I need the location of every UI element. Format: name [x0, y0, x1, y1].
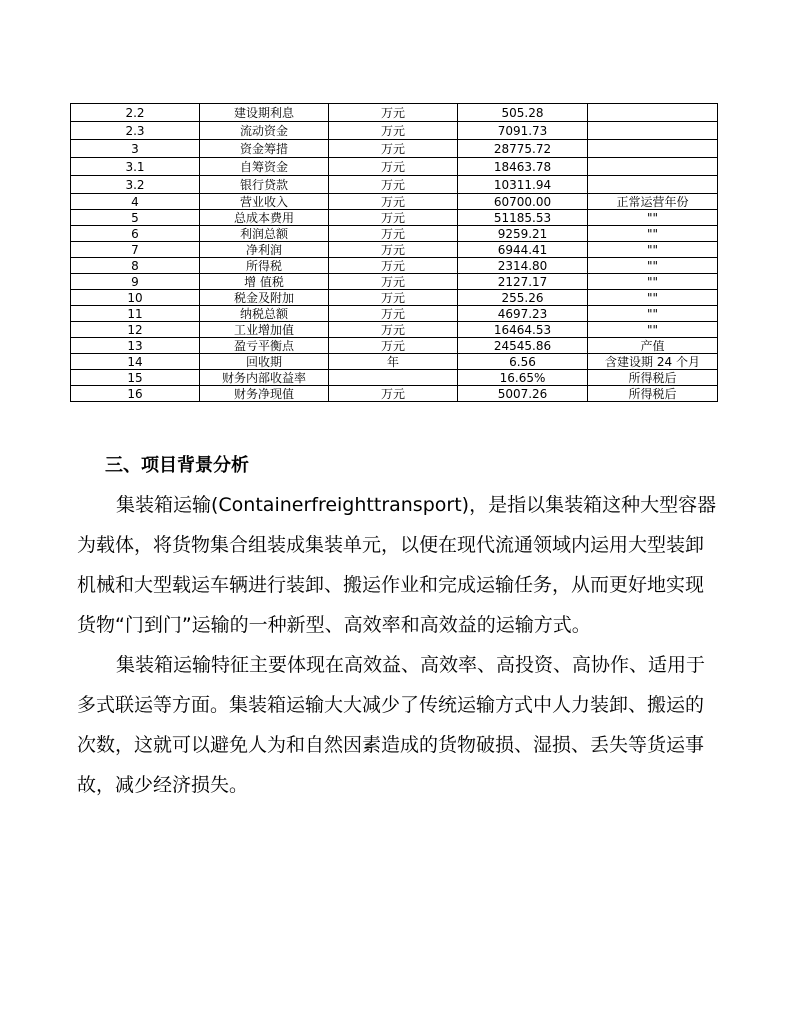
value-cell: 4697.23 [458, 306, 588, 322]
item-name-cell: 资金筹措 [200, 140, 329, 158]
financial-indicators-table [70, 103, 718, 402]
unit-cell: 年 [329, 354, 458, 370]
row-number-cell: 12 [71, 322, 200, 338]
note-cell: "" [588, 242, 718, 258]
value-cell: 505.28 [458, 104, 588, 122]
unit-cell: 万元 [329, 274, 458, 290]
row-number-cell: 10 [71, 290, 200, 306]
value-cell: 9259.21 [458, 226, 588, 242]
unit-cell: 万元 [329, 158, 458, 176]
table-row [71, 242, 718, 258]
unit-cell: 万元 [329, 194, 458, 210]
note-cell: 所得税后 [588, 370, 718, 386]
item-name-cell: 营业收入 [200, 194, 329, 210]
row-number-cell: 2.2 [71, 104, 200, 122]
row-number-cell: 11 [71, 306, 200, 322]
unit-cell [329, 370, 458, 386]
unit-cell: 万元 [329, 242, 458, 258]
value-cell: 5007.26 [458, 386, 588, 402]
note-cell: "" [588, 258, 718, 274]
note-cell [588, 158, 718, 176]
value-cell: 24545.86 [458, 338, 588, 354]
note-cell: "" [588, 226, 718, 242]
unit-cell: 万元 [329, 338, 458, 354]
row-number-cell: 8 [71, 258, 200, 274]
row-number-cell: 6 [71, 226, 200, 242]
unit-cell: 万元 [329, 176, 458, 194]
note-cell: 正常运营年份 [588, 194, 718, 210]
item-name-cell: 工业增加值 [200, 322, 329, 338]
table-row [71, 354, 718, 370]
row-number-cell: 3 [71, 140, 200, 158]
value-cell: 16.65% [458, 370, 588, 386]
paragraph: 集装箱运输(Containerfreighttransport)，是指以集装箱这种大型容器为载体，将货物集合组装成集装单元，以便在现代流通领域内运用大型装卸机械和大型载运车辆进行装卸、搬运作业和完成运输任务，从而更好地实现货物“门到门”运输的一种新型、高效率和高效益的运输方式。 [77, 494, 717, 636]
unit-cell: 万元 [329, 122, 458, 140]
value-cell: 2314.80 [458, 258, 588, 274]
row-number-cell: 2.3 [71, 122, 200, 140]
row-number-cell: 3.1 [71, 158, 200, 176]
unit-cell: 万元 [329, 210, 458, 226]
item-name-cell: 财务净现值 [200, 386, 329, 402]
unit-cell: 万元 [329, 386, 458, 402]
item-name-cell: 总成本费用 [200, 210, 329, 226]
table-body [71, 104, 718, 402]
note-cell: "" [588, 210, 718, 226]
unit-cell: 万元 [329, 306, 458, 322]
note-cell: 含建设期 24 个月 [588, 354, 718, 370]
row-number-cell: 14 [71, 354, 200, 370]
table-row [71, 386, 718, 402]
value-cell: 7091.73 [458, 122, 588, 140]
table-row [71, 306, 718, 322]
table-row [71, 140, 718, 158]
value-cell: 60700.00 [458, 194, 588, 210]
item-name-cell: 净利润 [200, 242, 329, 258]
row-number-cell: 3.2 [71, 176, 200, 194]
table-row [71, 104, 718, 122]
note-cell [588, 122, 718, 140]
table-row [71, 194, 718, 210]
row-number-cell: 4 [71, 194, 200, 210]
note-cell [588, 140, 718, 158]
table-row [71, 210, 718, 226]
note-cell: "" [588, 306, 718, 322]
table-row [71, 274, 718, 290]
row-number-cell: 5 [71, 210, 200, 226]
value-cell: 6944.41 [458, 242, 588, 258]
row-number-cell: 9 [71, 274, 200, 290]
paragraph: 集装箱运输特征主要体现在高效益、高效率、高投资、高协作、适用于多式联运等方面。集装箱运输大大减少了传统运输方式中人力装卸、搬运的次数，这就可以避免人为和自然因素造成的货物破损、湿损、丢失等货运事故，减少经济损失。 [77, 654, 706, 796]
table-row [71, 122, 718, 140]
value-cell: 2127.17 [458, 274, 588, 290]
item-name-cell: 回收期 [200, 354, 329, 370]
value-cell: 6.56 [458, 354, 588, 370]
table-row [71, 176, 718, 194]
item-name-cell: 纳税总额 [200, 306, 329, 322]
unit-cell: 万元 [329, 104, 458, 122]
unit-cell: 万元 [329, 140, 458, 158]
section-body [77, 485, 717, 805]
note-cell: 产值 [588, 338, 718, 354]
note-cell: "" [588, 290, 718, 306]
row-number-cell: 7 [71, 242, 200, 258]
row-number-cell: 16 [71, 386, 200, 402]
item-name-cell: 盈亏平衡点 [200, 338, 329, 354]
table-row [71, 338, 718, 354]
value-cell: 28775.72 [458, 140, 588, 158]
value-cell: 10311.94 [458, 176, 588, 194]
table-row [71, 322, 718, 338]
table-row [71, 290, 718, 306]
item-name-cell: 流动资金 [200, 122, 329, 140]
note-cell [588, 104, 718, 122]
value-cell: 255.26 [458, 290, 588, 306]
table-row [71, 258, 718, 274]
note-cell: "" [588, 322, 718, 338]
item-name-cell: 自筹资金 [200, 158, 329, 176]
table-row [71, 226, 718, 242]
item-name-cell: 增 值税 [200, 274, 329, 290]
item-name-cell: 利润总额 [200, 226, 329, 242]
table-row [71, 158, 718, 176]
note-cell: 所得税后 [588, 386, 718, 402]
section-heading: 三、项目背景分析 [105, 455, 249, 476]
value-cell: 16464.53 [458, 322, 588, 338]
note-cell [588, 176, 718, 194]
item-name-cell: 财务内部收益率 [200, 370, 329, 386]
value-cell: 18463.78 [458, 158, 588, 176]
unit-cell: 万元 [329, 322, 458, 338]
note-cell: "" [588, 274, 718, 290]
item-name-cell: 所得税 [200, 258, 329, 274]
item-name-cell: 税金及附加 [200, 290, 329, 306]
row-number-cell: 13 [71, 338, 200, 354]
unit-cell: 万元 [329, 226, 458, 242]
item-name-cell: 银行贷款 [200, 176, 329, 194]
unit-cell: 万元 [329, 258, 458, 274]
item-name-cell: 建设期利息 [200, 104, 329, 122]
table-row [71, 370, 718, 386]
value-cell: 51185.53 [458, 210, 588, 226]
unit-cell: 万元 [329, 290, 458, 306]
row-number-cell: 15 [71, 370, 200, 386]
